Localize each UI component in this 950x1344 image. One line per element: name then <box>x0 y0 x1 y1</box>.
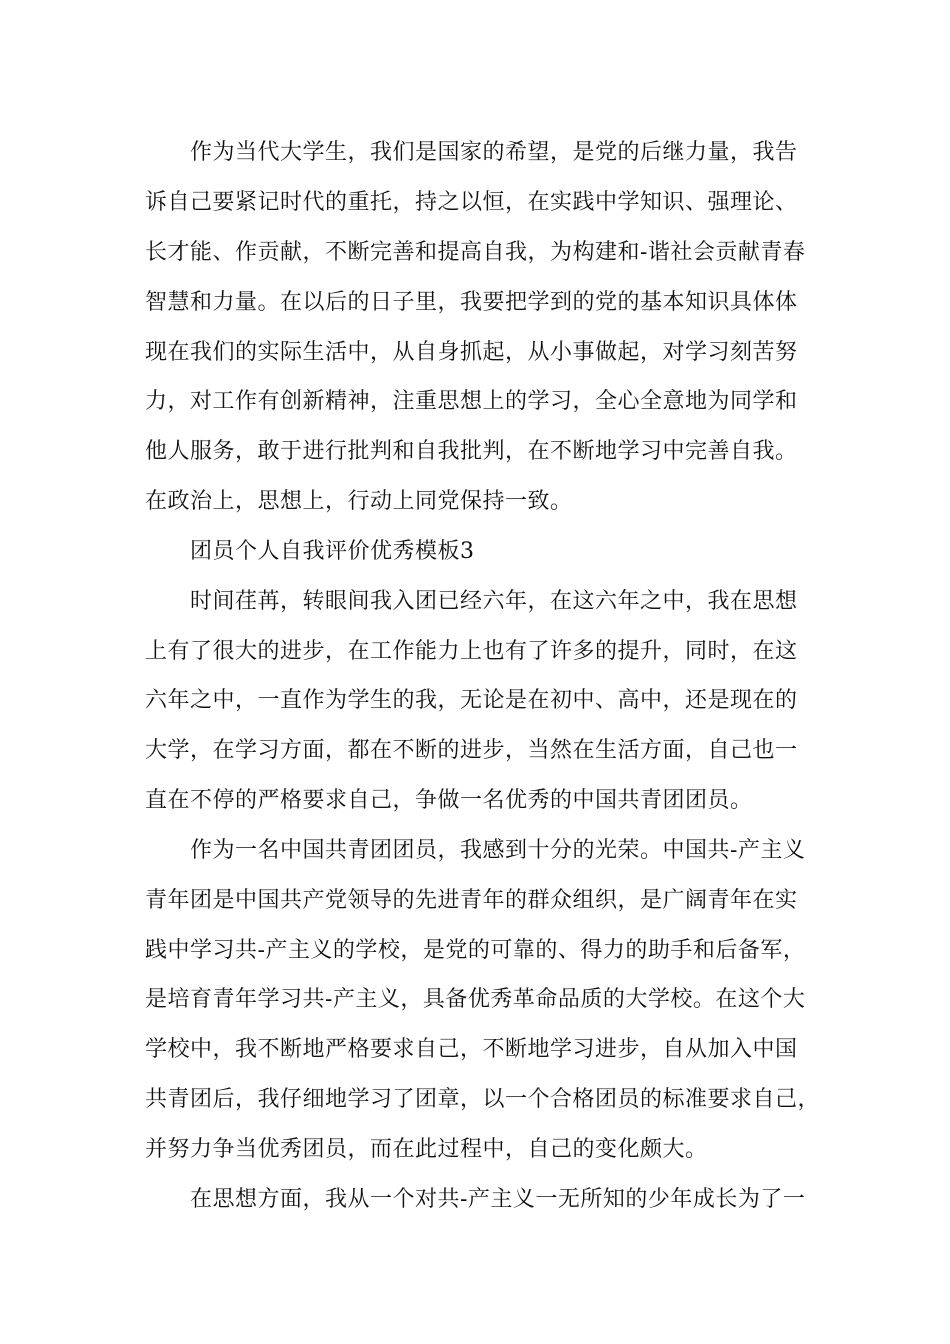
paragraph-1-line-3: 长才能、作贡献，不断完善和提高自我，为构建和-谐社会贡献青春 <box>145 240 806 265</box>
paragraph-2-line-4: 大学，在学习方面，都在不断的进步，当然在生活方面，自己也一 <box>145 738 798 763</box>
paragraph-4-line-1: 在思想方面，我从一个对共-产主义一无所知的少年成长为了一 <box>190 1187 806 1212</box>
paragraph-1-line-6: 力，对工作有创新精神，注重思想上的学习，全心全意地为同学和 <box>145 389 798 414</box>
paragraph-3-line-5: 学校中，我不断地严格要求自己，不断地学习进步，自从加入中国 <box>145 1037 798 1062</box>
paragraph-1-line-2: 诉自己要紧记时代的重托，持之以恒，在实践中学知识、强理论、 <box>145 190 798 215</box>
section-heading: 团员个人自我评价优秀模板3 <box>190 539 475 564</box>
paragraph-1-line-8: 在政治上，思想上，行动上同党保持一致。 <box>145 489 573 514</box>
paragraph-2-line-2: 上有了很大的进步，在工作能力上也有了许多的提升，同时，在这 <box>145 639 798 664</box>
paragraph-1-line-7: 他人服务，敢于进行批判和自我批判，在不断地学习中完善自我。 <box>145 439 798 464</box>
paragraph-3-line-7: 并努力争当优秀团员，而在此过程中，自己的变化颇大。 <box>145 1137 708 1162</box>
paragraph-1-line-5: 现在我们的实际生活中，从自身抓起，从小事做起，对学习刻苦努 <box>145 340 798 365</box>
paragraph-3-line-2: 青年团是中国共产党领导的先进青年的群众组织，是广阔青年在实 <box>145 888 798 913</box>
paragraph-2-line-5: 直在不停的严格要求自己，争做一名优秀的中国共青团团员。 <box>145 788 753 813</box>
paragraph-3-line-3: 践中学习共-产主义的学校，是党的可靠的、得力的助手和后备军， <box>145 938 806 963</box>
paragraph-1-line-4: 智慧和力量。在以后的日子里，我要把学到的党的基本知识具体体 <box>145 290 798 315</box>
paragraph-3-line-1: 作为一名中国共青团团员，我感到十分的光荣。中国共-产主义 <box>190 838 806 863</box>
paragraph-2-line-1: 时间荏苒，转眼间我入团已经六年，在这六年之中，我在思想 <box>190 589 798 614</box>
paragraph-2-line-3: 六年之中，一直作为学生的我，无论是在初中、高中，还是现在的 <box>145 688 798 713</box>
paragraph-3-line-4: 是培育青年学习共-产主义，具备优秀革命品质的大学校。在这个大 <box>145 987 806 1012</box>
paragraph-3-line-6: 共青团后，我仔细地学习了团章，以一个合格团员的标准要求自己， <box>145 1087 821 1112</box>
paragraph-1-line-1: 作为当代大学生，我们是国家的希望，是党的后继力量，我告 <box>190 140 798 165</box>
